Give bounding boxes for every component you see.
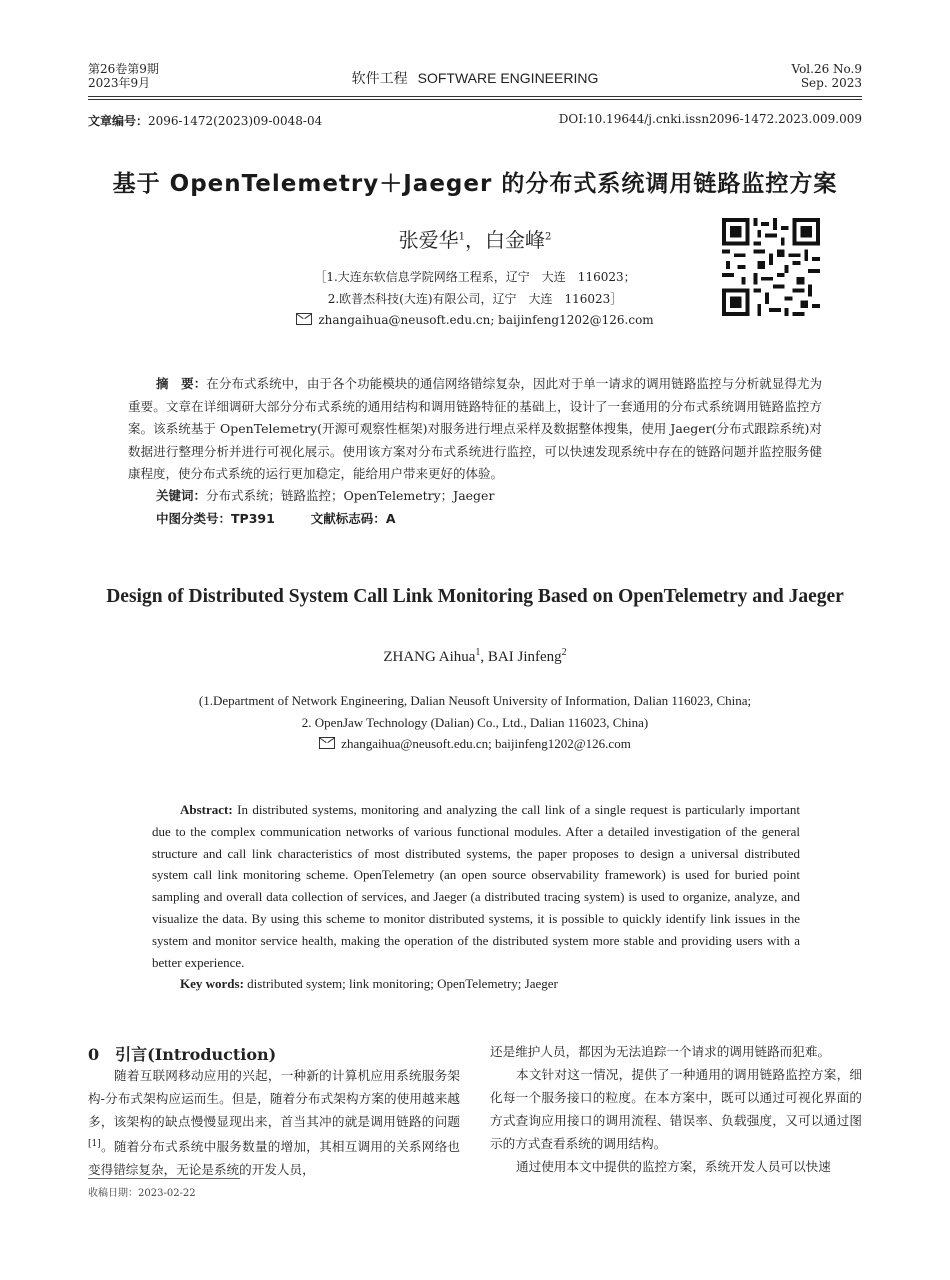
header-rule bbox=[88, 96, 862, 100]
abstract-cn-text: 在分布式系统中，由于各个功能模块的通信网络错综复杂，因此对于单一请求的调用链路监控与分析就显得尤为重要。文章在详细调研大部分分布式系统的通用结构和调用链路特征的基础上，设计了一套通用的分布式系统调用链路监控方案。该系统基于 OpenTelemetry(开源可观察性框架)对服务进行埋点采样及数据整体搜集，使用 Jaeger(分布式跟踪系统)对数据进行整理分析并进行可视化展示。使用该方案对分布式系统进行监控，可以快速发现系统中存在的链路问题并监控服务健康程度，使分布式系统的运行更加稳定，能给用户带来更好的体验。 bbox=[128, 376, 822, 481]
keywords-en bbox=[180, 976, 558, 992]
email-addresses: zhangaihua@neusoft.edu.cn; baijinfeng1202@126.com bbox=[318, 313, 654, 327]
author-2-mark: 2 bbox=[545, 231, 552, 243]
author-2-en: BAI Jinfeng bbox=[487, 649, 562, 665]
author-sep-cn: ， bbox=[465, 228, 485, 252]
issue-date-cn: 2023年9月 bbox=[88, 76, 151, 90]
issue-volume-en: Vol.26 No.9 bbox=[791, 62, 862, 76]
email-line-en bbox=[0, 736, 950, 752]
author-2-cn: 白金峰 bbox=[485, 228, 545, 252]
affiliation-1-en: (1.Department of Network Engineering, Dalian Neusoft University of Information, Dalian 116023, China; bbox=[198, 693, 752, 708]
paragraph: 本文针对这一情况，提供了一种通用的调用链路监控方案，细化每一个服务接口的粒度。在本方案中，既可以通过可视化界面的方式查询应用接口的调用流程、错误率、负载强度，又可以通过图示的方式查看系统的调用结构。 bbox=[490, 1067, 862, 1151]
section-title: 引言(Introduction) bbox=[115, 1045, 277, 1064]
article-number-value: 2096-1472(2023)09-0048-04 bbox=[148, 114, 323, 128]
citation-ref: [1] bbox=[88, 1139, 101, 1149]
class-code: TP391 bbox=[231, 511, 275, 526]
abstract-cn-label: 摘 要： bbox=[156, 376, 207, 391]
article-number bbox=[88, 112, 322, 129]
keywords-en-label: Key words: bbox=[180, 976, 244, 991]
abstract-en-text: In distributed systems, monitoring and analyzing the call link of a single request is particularly important due to the complex communication networks of various functional modules. After a detailed investigation of the general structure and call link characteristics of most distributed systems, the paper proposes to design a universal distributed system call link monitoring scheme. OpenTelemetry (an open source observability framework) is used for buried point sampling and overall data collection of services, and Jaeger (a distributed tracing system) is used to organize, analyze, and visualize the data. By using this scheme to monitor distributed systems, it is possible to quickly identify link issues in the system and monitor service health, making the operation of the distributed system more stable and providing users with a better experience. bbox=[152, 802, 800, 970]
article-number-label: 文章编号： bbox=[88, 114, 149, 128]
abstract-cn bbox=[128, 373, 822, 486]
authors-en bbox=[0, 647, 950, 666]
paper-title-cn: 基于 OpenTelemetry＋Jaeger 的分布式系统调用链路监控方案 bbox=[112, 171, 838, 197]
email-addresses-en: zhangaihua@neusoft.edu.cn; baijinfeng1202@126.com bbox=[341, 736, 631, 751]
qr-code bbox=[722, 218, 820, 316]
mail-icon bbox=[296, 313, 312, 325]
abstract-en-label: Abstract: bbox=[180, 802, 233, 817]
paragraph bbox=[88, 1064, 460, 1181]
author-2-en-mark: 2 bbox=[561, 647, 567, 658]
keywords-cn-value: 分布式系统；链路监控；OpenTelemetry；Jaeger bbox=[206, 488, 495, 503]
body-column-left bbox=[88, 1064, 460, 1181]
author-1-en-mark: 1 bbox=[475, 647, 481, 658]
mail-icon bbox=[319, 737, 335, 749]
class-label: 中图分类号： bbox=[156, 511, 232, 526]
section-number: 0 bbox=[88, 1045, 100, 1064]
affiliations-en bbox=[0, 690, 950, 734]
doi: DOI:10.19644/j.cnki.issn2096-1472.2023.009.009 bbox=[558, 112, 862, 126]
affiliation-2-en: 2. OpenJaw Technology (Dalian) Co., Ltd., Dalian 116023, China) bbox=[301, 715, 649, 730]
journal-name-cn: 软件工程 bbox=[351, 71, 408, 87]
doc-code-label: 文献标志码： bbox=[310, 511, 386, 526]
keywords-cn bbox=[156, 486, 494, 504]
received-date: 收稿日期：2023-02-22 bbox=[88, 1188, 196, 1199]
keywords-en-value: distributed system; link monitoring; OpenTelemetry; Jaeger bbox=[247, 976, 558, 991]
paper-title-en: Design of Distributed System Call Link Monitoring Based on OpenTelemetry and Jaeger bbox=[106, 586, 844, 607]
paragraph-continued: 还是维护人员，都因为无法追踪一个请求的调用链路而犯难。 bbox=[490, 1044, 831, 1059]
author-sep-en: , bbox=[480, 649, 488, 665]
paragraph-text-a: 随着互联网移动应用的兴起，一种新的计算机应用系统服务架构-分布式架构应运而生。但是，随着分布式架构方案的使用越来越多，该架构的缺点慢慢显现出来，首当其冲的就是调用链路的问题 bbox=[88, 1068, 460, 1129]
author-1-en: ZHANG Aihua bbox=[383, 649, 476, 665]
issue-info-en bbox=[792, 62, 863, 90]
footnote-rule bbox=[88, 1178, 240, 1179]
classification-cn bbox=[156, 509, 396, 527]
keywords-cn-label: 关键词： bbox=[156, 488, 207, 503]
issue-date-en: Sep. 2023 bbox=[800, 76, 862, 90]
journal-name-en: SOFTWARE ENGINEERING bbox=[417, 70, 599, 86]
paragraph-text-b: 。随着分布式系统中服务数量的增加，其相互调用的关系网络也变得错综复杂，无论是系统的开发人员， bbox=[88, 1139, 460, 1178]
author-1-mark: 1 bbox=[458, 231, 465, 243]
author-1-cn: 张爱华 bbox=[398, 228, 459, 252]
issue-volume-cn: 第26卷第9期 bbox=[88, 62, 159, 76]
doc-code: A bbox=[385, 511, 396, 526]
body-column-right bbox=[490, 1040, 862, 1178]
abstract-en bbox=[152, 799, 800, 973]
paragraph: 通过使用本文中提供的监控方案，系统开发人员可以快速 bbox=[516, 1159, 831, 1174]
affiliation-2-cn: 2.欧普杰科技(大连)有限公司，辽宁 大连 116023］ bbox=[327, 292, 623, 306]
affiliation-1-cn: ［1.大连东软信息学院网络工程系，辽宁 大连 116023； bbox=[314, 270, 636, 284]
section-heading bbox=[88, 1042, 276, 1065]
